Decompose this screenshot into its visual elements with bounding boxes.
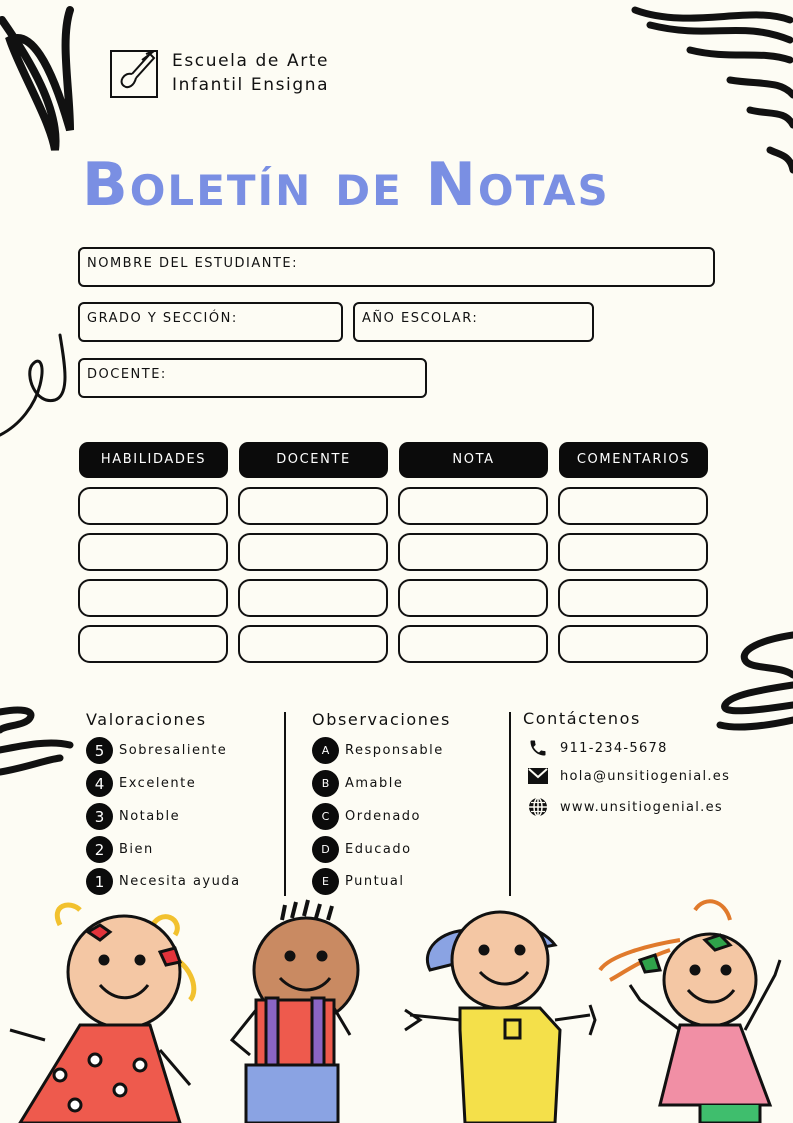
divider-2 <box>509 712 511 896</box>
observation-label: Amable <box>345 776 404 791</box>
table-header-grade: NOTA <box>399 442 548 478</box>
observation-label: Responsable <box>345 743 444 758</box>
rating-mark: 5 <box>86 737 113 764</box>
scribble-top-right <box>630 0 793 180</box>
table-cell[interactable] <box>398 533 548 571</box>
rating-label: Bien <box>119 842 154 857</box>
contact-email[interactable] <box>528 768 730 784</box>
observation-label: Ordenado <box>345 809 422 824</box>
observations-heading: Observaciones <box>312 710 451 729</box>
kid-boy-yellow-shirt <box>405 912 595 1123</box>
ratings-heading: Valoraciones <box>86 710 207 729</box>
observation-mark: E <box>312 868 339 895</box>
observation-mark: A <box>312 737 339 764</box>
page-title: Boletín de Notas <box>82 150 610 220</box>
rating-item <box>86 770 196 797</box>
teacher-label: DOCENTE: <box>87 367 167 382</box>
rating-label: Sobresaliente <box>119 743 228 758</box>
observation-label: Puntual <box>345 874 405 889</box>
scribble-left-mid <box>0 325 70 450</box>
contact-website[interactable] <box>528 797 723 817</box>
rating-mark: 2 <box>86 836 113 863</box>
table-cell[interactable] <box>558 487 708 525</box>
school-year-label: AÑO ESCOLAR: <box>362 311 479 326</box>
mail-icon <box>528 768 548 784</box>
observation-label: Educado <box>345 842 412 857</box>
table-cell[interactable] <box>558 625 708 663</box>
contact-heading: Contáctenos <box>523 709 641 728</box>
observation-item <box>312 770 403 797</box>
rating-item <box>86 836 154 863</box>
table-cell[interactable] <box>398 487 548 525</box>
school-name-line2: Infantil Ensigna <box>172 75 330 95</box>
table-header-teacher: DOCENTE <box>239 442 388 478</box>
table-cell[interactable] <box>398 579 548 617</box>
observation-mark: D <box>312 836 339 863</box>
table-cell[interactable] <box>238 579 388 617</box>
observation-mark: B <box>312 770 339 797</box>
rating-mark: 3 <box>86 803 113 830</box>
contact-phone[interactable] <box>528 738 668 758</box>
scribble-right-mid <box>700 625 793 735</box>
table-cell[interactable] <box>558 579 708 617</box>
table-cell[interactable] <box>238 625 388 663</box>
brush-icon <box>112 52 156 96</box>
table-cell[interactable] <box>238 533 388 571</box>
grade-section-label: GRADO Y SECCIÓN: <box>87 311 238 326</box>
school-logo <box>110 50 158 98</box>
scribble-top-left <box>0 0 110 160</box>
kid-girl-pink <box>600 901 780 1123</box>
rating-item <box>86 737 227 764</box>
observation-item <box>312 737 444 764</box>
school-name <box>172 49 329 97</box>
school-year-field[interactable] <box>353 302 594 342</box>
student-name-label: NOMBRE DEL ESTUDIANTE: <box>87 256 298 271</box>
table-header-skills: HABILIDADES <box>79 442 228 478</box>
rating-mark: 4 <box>86 770 113 797</box>
phone-text: 911-234-5678 <box>560 740 668 756</box>
observation-item <box>312 836 412 863</box>
kids-illustration <box>0 890 793 1123</box>
grade-section-field[interactable] <box>78 302 343 342</box>
teacher-field[interactable] <box>78 358 427 398</box>
observation-mark: C <box>312 803 339 830</box>
rating-item <box>86 803 180 830</box>
school-name-line1: Escuela de Arte <box>172 51 330 71</box>
table-cell[interactable] <box>238 487 388 525</box>
rating-mark: 1 <box>86 868 113 895</box>
table-cell[interactable] <box>78 625 228 663</box>
phone-icon <box>528 738 548 758</box>
table-cell[interactable] <box>558 533 708 571</box>
rating-label: Excelente <box>119 776 197 791</box>
kid-girl-red-dress <box>10 905 194 1123</box>
student-name-field[interactable] <box>78 247 715 287</box>
table-cell[interactable] <box>78 579 228 617</box>
website-text: www.unsitiogenial.es <box>560 799 723 815</box>
observation-item <box>312 803 421 830</box>
scribble-left-bottom <box>0 700 75 780</box>
table-cell[interactable] <box>78 487 228 525</box>
table-cell[interactable] <box>78 533 228 571</box>
email-text: hola@unsitiogenial.es <box>560 768 731 784</box>
rating-label: Notable <box>119 809 181 824</box>
divider-1 <box>284 712 286 896</box>
globe-icon <box>528 797 548 817</box>
kid-boy-red-shirt <box>232 900 358 1123</box>
table-cell[interactable] <box>398 625 548 663</box>
table-header-comments: COMENTARIOS <box>559 442 708 478</box>
rating-label: Necesita ayuda <box>119 874 241 889</box>
